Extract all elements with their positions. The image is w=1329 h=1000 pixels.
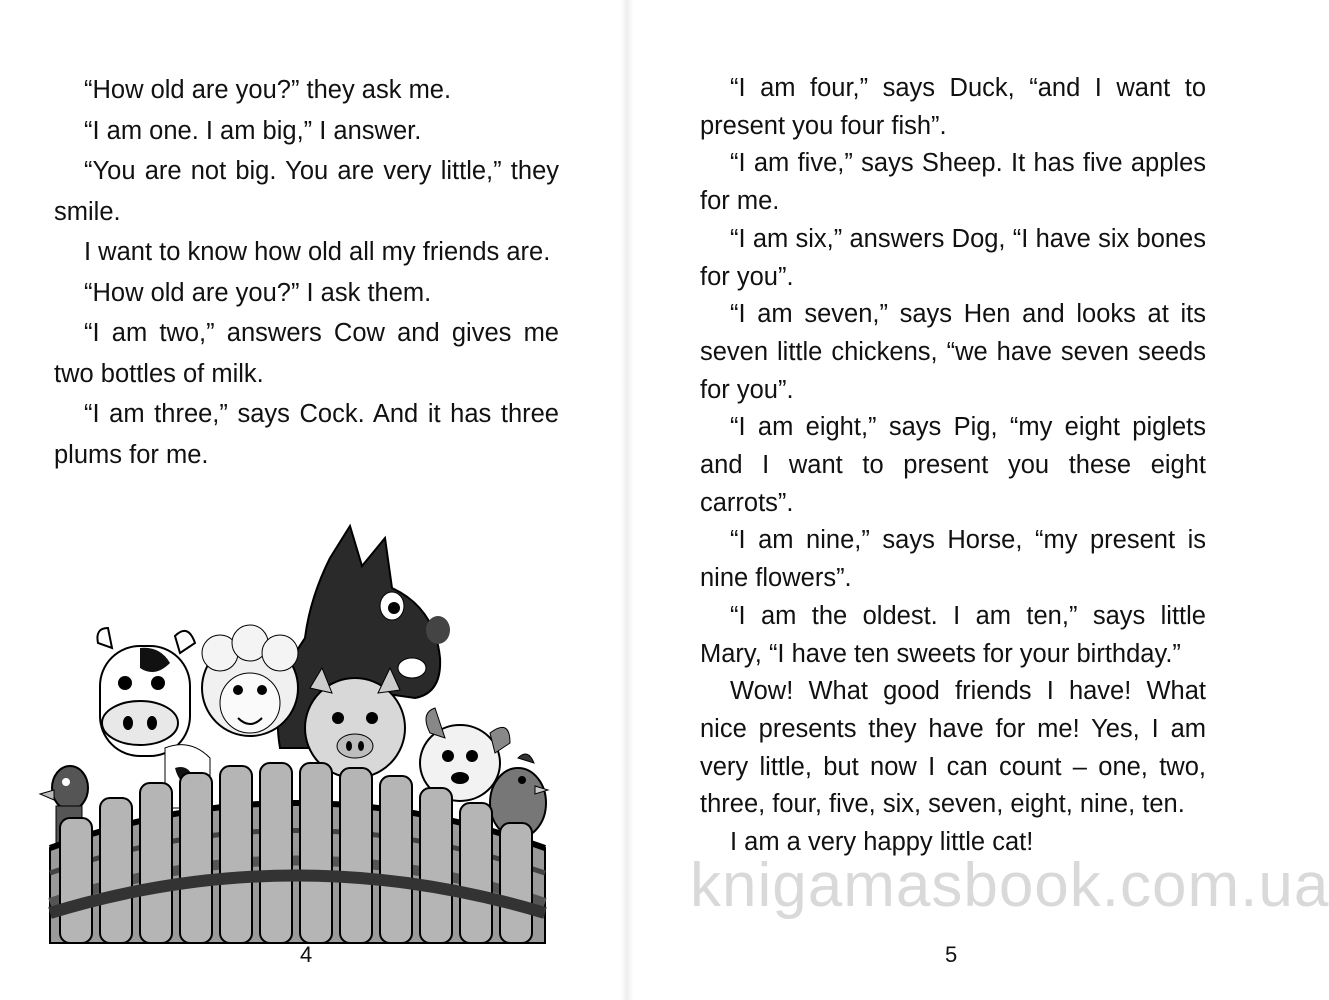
right-page-text: [700, 70, 1206, 862]
paragraph: “I am six,” answers Dog, “I have six bones for you”.: [700, 224, 1206, 291]
page-number: 4: [300, 942, 313, 967]
farm-animals-illustration: [40, 518, 550, 943]
paragraph: “I am five,” says Sheep. It has five apples for me.: [700, 149, 1206, 216]
paragraph: Wow! What good friends I have! What nice presents they have for me! Yes, I am very little, but now I can count – one, two, three, four, five, six, seven, eight, nine, ten.: [700, 677, 1206, 819]
right-page: [627, 0, 1254, 1000]
paragraph: “You are not big. You are very little,” they smile.: [54, 157, 559, 226]
paragraph: “I am eight,” says Pig, “my eight piglets and I want to present you these eight carrots”.: [700, 413, 1206, 517]
paragraph: “I am the oldest. I am ten,” says little Mary, “I have ten sweets for your birthday.”: [700, 601, 1206, 668]
left-page-text: [54, 70, 559, 475]
paragraph: “I am one. I am big,” I answer.: [84, 116, 422, 145]
paragraph: “I am four,” says Duck, “and I want to present you four fish”.: [700, 74, 1206, 140]
watermark: knigamasbook.com.ua: [690, 851, 1329, 920]
paragraph: “I am seven,” says Hen and looks at its seven little chickens, “we have seven seeds for you”.: [700, 300, 1206, 404]
sheep-figure: [202, 625, 298, 736]
paragraph: “I am two,” answers Cow and gives me two bottles of milk.: [54, 319, 559, 388]
paragraph: I want to know how old all my friends are.: [84, 238, 551, 266]
page-number: 5: [945, 942, 958, 967]
paragraph: “How old are you?” they ask me.: [84, 76, 452, 104]
pig-figure: [305, 668, 405, 778]
paragraph: “I am nine,” says Horse, “my present is nine flowers”.: [700, 526, 1206, 593]
paragraph: I am a very happy little cat!: [730, 828, 1034, 857]
paragraph: “How old are you?” I ask them.: [84, 278, 432, 307]
left-page: [0, 0, 627, 1000]
paragraph: “I am three,” says Cock. And it has three plums for me.: [54, 400, 559, 469]
